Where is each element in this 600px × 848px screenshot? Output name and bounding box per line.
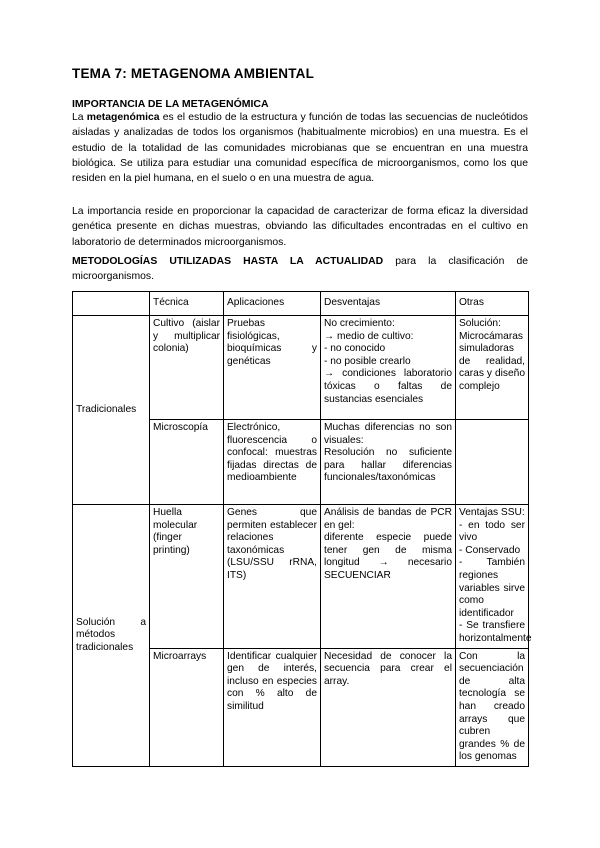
otras-line: - en todo ser vivo bbox=[459, 519, 525, 544]
desventaja-line: Análisis de bandas de PCR en gel: bbox=[324, 507, 452, 531]
desventajas-cell bbox=[321, 648, 456, 766]
desventajas-cell bbox=[321, 316, 456, 420]
aplicaciones-cell: Identificar cualquier gen de interés, incluso en especies con % alto de similitud bbox=[224, 648, 321, 766]
group-cell: Tradicionales bbox=[73, 316, 150, 505]
otras-cell bbox=[456, 505, 532, 649]
intro-paragraph bbox=[72, 110, 528, 186]
desventaja-line: → condiciones laboratorio tóxicas o faltas de sustancias esenciales bbox=[324, 368, 452, 405]
aplicaciones-cell: Electrónico, fluorescencia o confocal: muestras fijadas directas de medioambiente bbox=[224, 420, 321, 505]
section-heading: IMPORTANCIA DE LA METAGENÓMICA bbox=[72, 98, 269, 110]
desventaja-line: Resolución no suficiente para hallar diferencias funcionales/taxonómicas bbox=[324, 447, 452, 484]
page-title: TEMA 7: METAGENOMA AMBIENTAL bbox=[72, 66, 315, 81]
methods-paragraph bbox=[72, 254, 528, 285]
tecnica-cell: Microarrays bbox=[150, 648, 224, 766]
header-cell bbox=[73, 292, 150, 316]
desventaja-line: Muchas diferencias no son visuales: bbox=[324, 422, 452, 446]
aplicaciones-cell: Genes que permiten establecer relaciones taxonómicas (LSU/SSU rRNA, ITS) bbox=[224, 505, 321, 649]
desventaja-line: diferente especie puede tener gen de misma longitud → necesario SECUENCIAR bbox=[324, 532, 452, 581]
methods-table bbox=[72, 291, 532, 767]
desventaja-line: No crecimiento: bbox=[324, 318, 395, 329]
methods-heading: METODOLOGÍAS UTILIZADAS HASTA LA ACTUALIDAD bbox=[72, 256, 384, 267]
table-row bbox=[73, 316, 529, 420]
tecnica-cell: Cultivo (aislar y multiplicar colonia) bbox=[150, 316, 224, 420]
otras-line: - También regiones variables sirve como identificador bbox=[459, 557, 525, 619]
tecnica-cell: Microscopía bbox=[150, 420, 224, 505]
otras-cell bbox=[456, 420, 529, 505]
importance-paragraph: La importancia reside en proporcionar la capacidad de caracterizar de forma eficaz la diversidad genética presente en dichas muestras, obviando las dificultades encontradas en el cultivo en laboratorio de determinados microorganismos. bbox=[72, 206, 528, 248]
table-row bbox=[73, 505, 529, 649]
para1-bold-term: metagenómica bbox=[86, 112, 160, 123]
otras-cell: Con la secuenciación de alta tecnología se han creado arrays que cubren grandes % de los genomas bbox=[456, 648, 529, 766]
tecnica-cell: Huella molecular (finger printing) bbox=[150, 505, 224, 649]
para1-prefix: La bbox=[72, 112, 87, 123]
header-cell: Otras bbox=[456, 292, 529, 316]
desventaja-line: - no conocido bbox=[324, 343, 386, 355]
header-cell: Desventajas bbox=[321, 292, 456, 316]
otras-line: - Se transfiere horizontalmente bbox=[459, 620, 532, 644]
otras-cell: Solución: Microcámaras simuladoras de realidad, caras y diseño complejo bbox=[456, 316, 529, 420]
otras-line: Ventajas SSU: bbox=[459, 507, 525, 518]
para1-rest: es el estudio de la estructura y función de todas las secuencias de nucleótidos aisladas y analizadas de todos los organismos (habitualmente microbios) en una muestra. Es el estudio de la totalidad de las comunidades microbianas que se encuentran en una muestra biológica. Se utiliza para estudiar una comunidad específica de microorganismos, como los que residen en la piel humana, en el suelo o en una muestra de agua. bbox=[72, 112, 528, 185]
aplicaciones-cell: Pruebas fisiológicas, bioquímicas y genéticas bbox=[224, 316, 321, 420]
group-cell: Solución a métodos tradicionales bbox=[73, 505, 150, 767]
header-cell: Aplicaciones bbox=[224, 292, 321, 316]
desventajas-cell bbox=[321, 420, 456, 505]
desventaja-line: → medio de cultivo: bbox=[324, 330, 414, 342]
header-cell: Técnica bbox=[150, 292, 224, 316]
otras-line: - Conservado bbox=[459, 544, 521, 556]
desventaja-line: - no posible crearlo bbox=[324, 355, 411, 367]
methods-rest: para la clasificación de microorganismos. bbox=[72, 256, 528, 283]
desventaja-line: Necesidad de conocer la secuencia para crear el array. bbox=[324, 650, 452, 687]
desventajas-cell bbox=[321, 505, 456, 649]
table-header-row bbox=[73, 292, 529, 316]
